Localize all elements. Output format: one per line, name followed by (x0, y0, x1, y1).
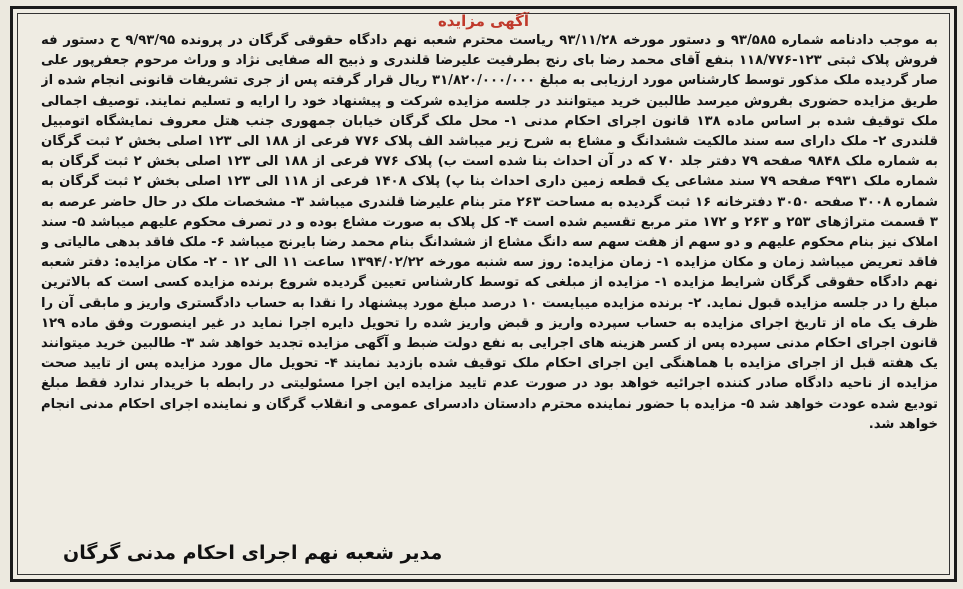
notice-frame (10, 6, 957, 582)
notice-title: آگهی مزایده (437, 12, 530, 30)
notice-body (41, 31, 938, 519)
notice-body-text: به موجب دادنامه شماره ۹۳/۵۸۵ و دستور مورخه ۹۳/۱۱/۲۸ ریاست محترم شعبه نهم دادگاه حقوقی گرگان در پرونده ۹/۹۳/۹۵ ح دستور فه فروش پلاک ثبتی ۱۲۳-۱۱۸/۷۷۶ بنفع آقای محمد رضا بای رنج بطرفیت علیرضا قلندری و ذبیح اله صفایی نژاد و وراث مرحوم جعفرپور علی صار گردیده ملک مذکور توسط کارشناس مورد ارزیابی به مبلغ ۳۱/۸۲۰/۰۰۰/۰۰۰ ریال قرار گرفته پس از جری تشریفات قانونی انجام شده از طریق مزایده حضوری بفروش میرسد طالبین خرید میتوانند در جلسه مزایده شرکت و پیشنهاد خود را ارایه و تسلیم نمایند. توصیف اجمالی ملک توقیف شده بر اساس ماده ۱۳۸ قانون اجرای احکام مدنی ۱- محل ملک گرگان خیابان جمهوری جنب هتل معروف نمایشگاه اتومبیل قلندری ۲- ملک دارای سه سند مالکیت ششدانگ و مشاع به شرح زیر میباشد الف پلاک ۷۷۶ فرعی از ۱۸۸ الی ۱۲۳ اصلی بخش ۲ ثبت گرگان به شماره ملک ۹۸۴۸ صفحه ۷۹ دفتر جلد ۷۰ که در آن احداث بنا شده است ب) پلاک ۷۷۶ فرعی از ۱۸۸ الی ۱۲۳ اصلی بخش ۲ ثبت گرگان به شماره ملک ۴۹۳۱ صفحه ۷۹ سند مشاعی یک قطعه زمین داری احداث بنا پ) پلاک ۱۴۰۸ فرعی از ۱۱۸ الی ۱۲۳ اصلی بخش ۲ ثبت گرگان به شماره ۳۰۰۸ صفحه ۳۰۵۰ دفترخانه ۱۶ ثبت گردیده به مساحت ۲۶۳ متر بنام علیرضا قلندری میباشد ۳- مشخصات ملک در حال حاضر عرصه به ۳ قسمت متراژهای ۲۵۳ و ۲۶۳ و ۱۷۲ متر مربع تقسیم شده است ۴- کل پلاک به صورت مشاع بوده و در تصرف محکوم علیهم میباشد ۵- سند املاک نیز بنام محکوم علیهم و دو سهم از هفت سهم سه دانگ مشاع از ششدانگ بنام محمد رضا بایرنج میباشد ۶- ملک فاقد بدهی مالیاتی و فاقد تعریض میباشد زمان و مکان مزایده ۱- زمان مزایده: روز سه شنبه مورخه ۱۳۹۴/۰۲/۲۲ ساعت ۱۱ الی ۱۲ - ۲- مکان مزایده: دفتر شعبه نهم دادگاه حقوقی گرگان شرایط مزایده ۱- مزایده از مبلغی که توسط کارشناس تعیین گردیده شروع برنده مزایده کسی است که بالاترین مبلغ را در جلسه مزایده قبول نماید. ۲- برنده مزایده میبایست ۱۰ درصد مبلغ مورد پیشنهاد را نقدا به حساب دادگستری واریز و مابقی آن را ظرف یک ماه از تاریخ اجرای مزایده به حساب سپرده واریز و قبض واریز شده را تحویل دایره اجرا نماید در غیر اینصورت وفق ماده ۱۲۹ قانون اجرای احکام مدنی سپرده پس از کسر هزینه های اجرایی به نفع دولت ضبط و آگهی مزایده تجدید خواهد شد ۳- طالبین خرید میتوانند یک هفته قبل از اجرای مزایده با هماهنگی این اجرای احکام ملک توقیف شده بازدید نمایند ۴- تحویل مال مورد مزایده پس از تایید صحت مزایده از ناحیه دادگاه صادر کننده اجرائیه خواهد بود در صورت عدم تایید مزایده این اجرا مسئولیتی در رابطه با خریدار ندارد فقط مبلغ تودیع شده عودت خواهد شد ۵- مزایده با حضور نماینده محترم دادستان دادسرای عمومی و انقلاب گرگان و نماینده اجرای احکام مدنی انجام خواهد شد. (41, 33, 938, 432)
notice-signature: مدیر شعبه نهم اجرای احکام مدنی گرگان (63, 542, 443, 564)
